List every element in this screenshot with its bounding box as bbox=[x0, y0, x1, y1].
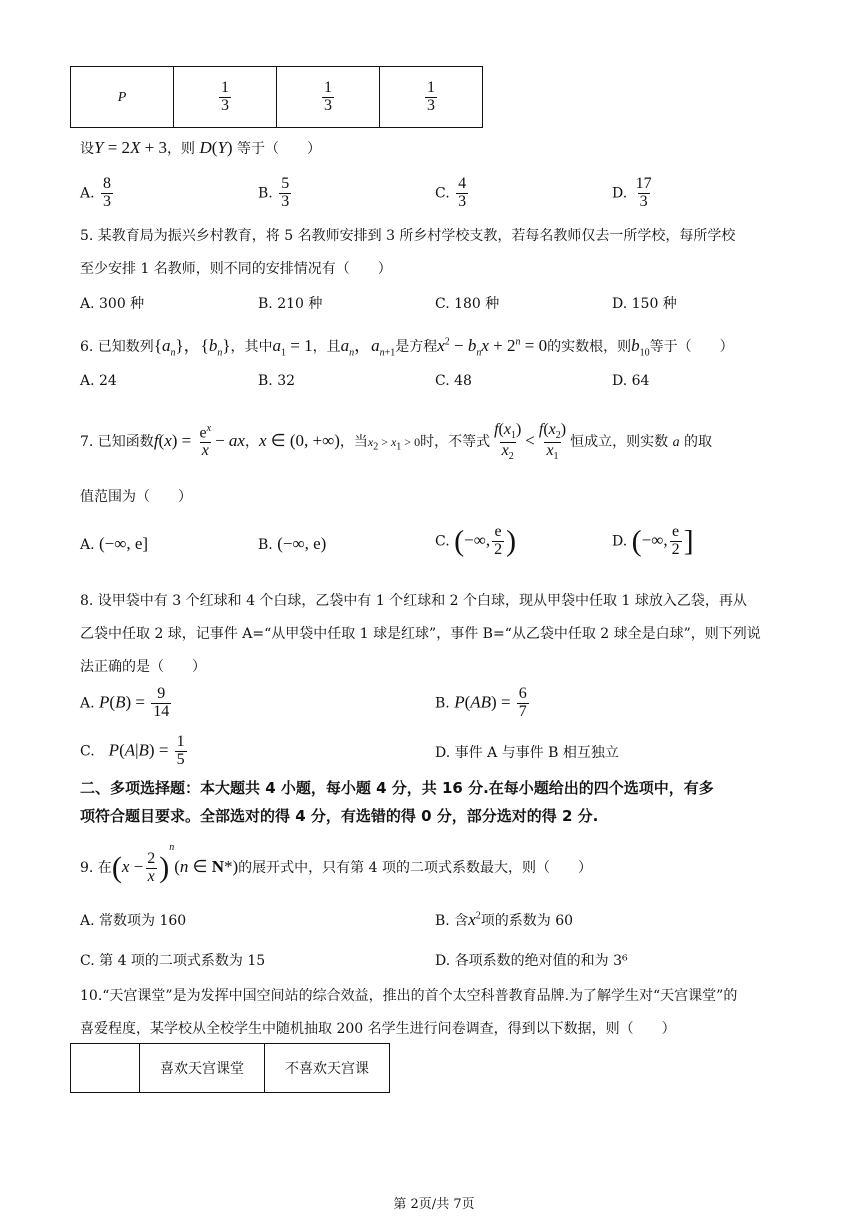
table-cell-empty bbox=[71, 1044, 140, 1093]
section-heading-line1: 二、多项选择题：本大题共 4 小题，每小题 4 分，共 16 分.在每小题给出的四个选项中，有多 bbox=[80, 779, 714, 797]
q7-option-c[interactable]: C. (−∞, $\frac{e}{2}$ ) bbox=[435, 523, 517, 558]
q6-stem: 6. 已知数列$\{a_n\}$，$\{b_n\}$，其中$a_1 = 1$，且$a_n$，$a_{n+1}$是方程$x^2 - b_nx + 2^n = 0$的实数根，则$b_{10}$等于（ ） bbox=[80, 336, 734, 359]
q6-option-c[interactable]: C. 48 bbox=[435, 373, 472, 389]
q4-stem: 设Y = 2X + 3，则 D(Y) 等于（ ） bbox=[80, 138, 322, 157]
section-heading-line2: 项符合题目要求。全部选对的得 4 分，有选错的得 0 分，部分选对的得 2 分. bbox=[80, 807, 599, 825]
table-cell: $\frac{1}{3}$ bbox=[277, 67, 380, 128]
q4-option-b[interactable]: B. $\frac{5}{3}$ bbox=[258, 175, 290, 210]
q9-option-b[interactable]: B. 含$x^2$项的系数为 60 bbox=[435, 910, 574, 929]
q8-line3: 法正确的是（ ） bbox=[80, 659, 206, 675]
table-cell: $\frac{1}{3}$ bbox=[174, 67, 277, 128]
q5-option-b[interactable]: B. 210 种 bbox=[258, 296, 323, 312]
q5-line2: 至少安排 1 名教师，则不同的安排情况有（ ） bbox=[80, 261, 392, 277]
q8-line2: 乙袋中任取 2 球，记事件 A=“从甲袋中任取 1 球是红球”，事件 B=“从乙袋中任取 2 球全是白球”，则下列说 bbox=[80, 626, 761, 642]
q8-option-c[interactable]: C. P(A|B) = $\frac{1}{5}$ bbox=[80, 733, 185, 768]
q5-option-a[interactable]: A. 300 种 bbox=[80, 296, 145, 312]
q7-option-d[interactable]: D. (−∞, $\frac{e}{2}$ ] bbox=[612, 523, 694, 558]
q9-option-d[interactable]: D. 各项系数的绝对值的和为 3⁶ bbox=[435, 953, 628, 969]
q10-line2: 喜爱程度，某学校从全校学生中随机抽取 200 名学生进行问卷调查，得到以下数据，则（ ） bbox=[80, 1021, 676, 1037]
q4-option-c[interactable]: C. $\frac{4}{3}$ bbox=[435, 175, 467, 210]
q4-option-a[interactable]: A. $\frac{8}{3}$ bbox=[80, 175, 112, 210]
q5-option-d[interactable]: D. 150 种 bbox=[612, 296, 677, 312]
q7-stem: 7. 已知函数f(x) = $\frac{e^x}{x}$ − ax，x ∈ (0, +∞)，当$x_2 > x_1 > 0$时，不等式 $\frac{f(x_1)}{x_2}$ < $\frac{f(x_2)}{x_1}$ 恒成立，则实数 a 的取 bbox=[80, 421, 713, 462]
q8-option-d[interactable]: D. 事件 A 与事件 B 相互独立 bbox=[435, 745, 619, 761]
table-header-dislike: 不喜欢天宫课 bbox=[265, 1044, 390, 1093]
q8-line1: 8. 设甲袋中有 3 个红球和 4 个白球，乙袋中有 1 个红球和 2 个白球，现从甲袋中任取 1 球放入乙袋，再从 bbox=[80, 593, 747, 609]
table-cell: $\frac{1}{3}$ bbox=[380, 67, 483, 128]
table-row-label: P bbox=[71, 67, 174, 128]
survey-table bbox=[70, 1043, 390, 1093]
q7-option-b[interactable]: B. (−∞, e) bbox=[258, 534, 327, 553]
q6-option-a[interactable]: A. 24 bbox=[80, 373, 117, 389]
q5-line1: 5. 某教育局为振兴乡村教育，将 5 名教师安排到 3 所乡村学校支教，若每名教师仅去一所学校，每所学校 bbox=[80, 228, 736, 244]
q7-line2: 值范围为（ ） bbox=[80, 489, 192, 505]
q8-option-a[interactable]: A. P(B) = $\frac{9}{14}$ bbox=[80, 685, 170, 720]
q9-option-a[interactable]: A. 常数项为 160 bbox=[80, 913, 187, 929]
q10-line1: 10.“天宫课堂”是为发挥中国空间站的综合效益，推出的首个太空科普教育品牌.为了解学生对“天宫课堂”的 bbox=[80, 988, 738, 1004]
q5-option-c[interactable]: C. 180 种 bbox=[435, 296, 500, 312]
page-footer: 第 2页/共 7页 bbox=[393, 1197, 475, 1212]
q9-stem: 9. 在(x − $\frac{2}{x}$ )$^n$(n ∈ N*)的展开式中，只有第 4 项的二项式系数最大，则（ ） bbox=[80, 842, 592, 885]
table-header-like: 喜欢天宫课堂 bbox=[140, 1044, 265, 1093]
q6-option-d[interactable]: D. 64 bbox=[612, 373, 650, 389]
q8-option-b[interactable]: B. P(AB) = $\frac{6}{7}$ bbox=[435, 685, 527, 720]
probability-table bbox=[70, 66, 483, 128]
q6-option-b[interactable]: B. 32 bbox=[258, 373, 296, 389]
q4-option-d[interactable]: D. $\frac{17}{3}$ bbox=[612, 175, 652, 210]
q7-option-a[interactable]: A. (−∞, e] bbox=[80, 534, 149, 553]
q9-option-c[interactable]: C. 第 4 项的二项式系数为 15 bbox=[80, 953, 266, 969]
